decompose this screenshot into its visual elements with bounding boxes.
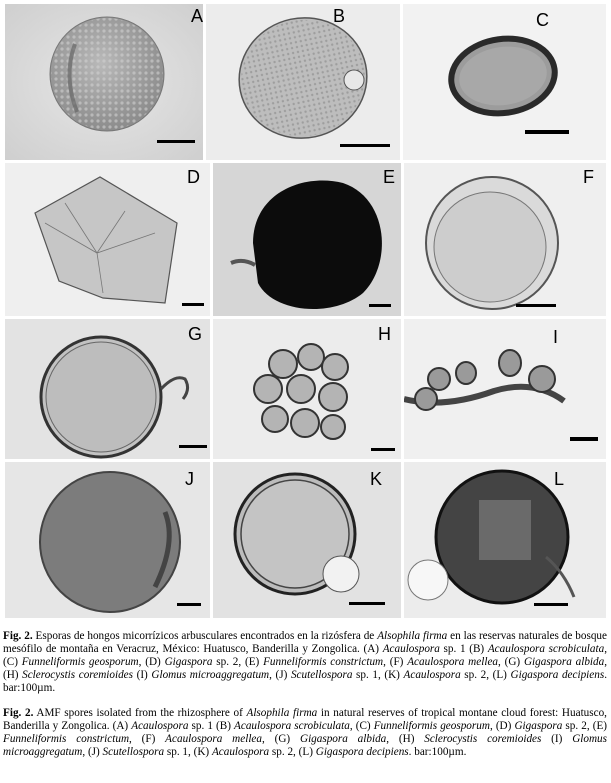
taxon-name: Gigaspora albida [299,733,387,746]
figure-number: Fig. 2. [3,707,34,719]
micrograph-l [404,462,606,618]
caption-segment: , (D) [489,720,515,733]
taxon-name: Gigaspora decipiens [510,669,605,682]
micrograph-d [5,163,210,316]
panel-b [206,4,400,160]
panel-label-c: C [536,10,549,30]
panel-label-f: F [583,167,594,187]
taxon-name: Sclerocystis coremioides [22,669,134,682]
panel-h [213,319,401,459]
caption-segment: Esporas de hongos micorrízicos arbusculares encontrados en la rizósfera de [32,630,378,642]
panel-j [5,462,210,618]
taxon-name: Acaulospora scrobiculata [487,643,605,656]
micrograph-f [404,163,606,316]
micrograph-c [403,4,606,160]
taxon-name: Gigaspora decipiens [315,746,409,759]
taxon-name: Funneliformis constrictum [3,733,130,746]
micrograph-i [404,319,606,459]
taxon-name: Funneliformis constrictum [263,656,384,669]
caption-segment: , (F) [383,656,408,669]
panel-label-e: E [383,167,396,187]
taxon-name: Glomus microaggregatum [3,733,607,759]
caption-segment: en las reservas naturales de bosque mesófilo de montaña en Veracruz, México: Huatusco, Banderilla y Zongolica. (A) [3,630,607,656]
micrograph-j [5,462,210,618]
taxon-name: Sclerocystis coremioides [424,733,542,746]
caption-text [3,707,607,758]
caption-segment: sp. 2, (E) [212,656,264,669]
figure-number: Fig. 2. [3,630,33,642]
caption-segment: , (J) [269,669,291,682]
caption-segment: . bar:100µm. [3,669,608,695]
taxon-name: Funneliformis geosporum [21,656,139,669]
caption-segment: sp. 2, (L) [269,746,316,759]
caption-segment: sp. 1 (B) [439,643,488,656]
micrograph-g [5,319,210,459]
caption-segment: , (D) [138,656,165,669]
taxon-name: Acaulospora [131,720,189,733]
taxon-name: Scutellospora [290,669,353,682]
micrograph-b [206,4,400,160]
panel-label-l: L [554,469,565,489]
micrograph-h [213,319,401,459]
panel-d [5,163,210,316]
caption-segment: in natural reserves of tropical montane cloud forest: Huatusco, Banderilla y Zongolica. (A) [3,707,607,733]
caption-segment: sp. 1 (B) [188,720,235,733]
panel-c [403,4,606,160]
caption-segment: sp. 2, (L) [460,669,511,682]
taxon-name: Glomus microaggregatum [151,669,270,682]
figure-caption-spanish [3,630,607,695]
panel-label-j: J [185,469,194,489]
taxon-name: Gigaspora [164,656,213,669]
panel-label-a: A [191,6,203,26]
panel-label-k: K [370,469,383,489]
caption-segment: , (C) [3,643,607,669]
taxon-name: Alsophila firma [377,630,448,642]
caption-segment: (I) [541,733,573,746]
panel-label-i: I [553,327,559,347]
panel-l [404,462,606,618]
caption-segment: sp. 2, (E) [562,720,608,733]
caption-segment: (I) [133,669,152,682]
panel-label-b: B [333,6,346,26]
taxon-name: Gigaspora albida [523,656,605,669]
taxon-name: Acaulospora mellea [165,733,262,746]
caption-segment: . bar:100µm. [408,746,467,759]
caption-segment: , (C) [349,720,374,733]
caption-segment: , (F) [129,733,166,746]
caption-segment: , (H) [3,656,608,682]
taxon-name: Alsophila firma [246,707,318,719]
panel-label-h: H [378,324,391,344]
micrograph-a [5,4,203,160]
taxon-name: Gigaspora [514,720,563,733]
figure-caption-english [3,707,607,759]
caption-segment: sp. 1, (K) [352,669,404,682]
panel-label-g: G [188,324,203,344]
caption-segment: , (J) [82,746,103,759]
taxon-name: Acaulospora [211,746,270,759]
taxon-name: Funneliformis geosporum [373,720,490,733]
panel-g [5,319,210,459]
taxon-name: Acaulospora [382,643,440,656]
panel-e [213,163,401,316]
taxon-name: Acaulospora mellea [407,656,499,669]
caption-text [3,630,607,694]
panel-i [404,319,606,459]
taxon-name: Acaulospora [403,669,461,682]
caption-segment: , (H) [386,733,425,746]
caption-segment: sp. 1, (K) [164,746,212,759]
panel-a [5,4,203,160]
panel-k [213,462,401,618]
caption-segment: , (G) [262,733,300,746]
taxon-name: Scutellospora [102,746,165,759]
taxon-name: Acaulospora scrobiculata [234,720,350,733]
caption-segment: AMF spores isolated from the rhizosphere of [33,707,247,719]
panel-f [404,163,606,316]
caption-segment: , (G) [498,656,524,669]
panel-label-d: D [187,167,200,187]
micrograph-e [213,163,401,316]
